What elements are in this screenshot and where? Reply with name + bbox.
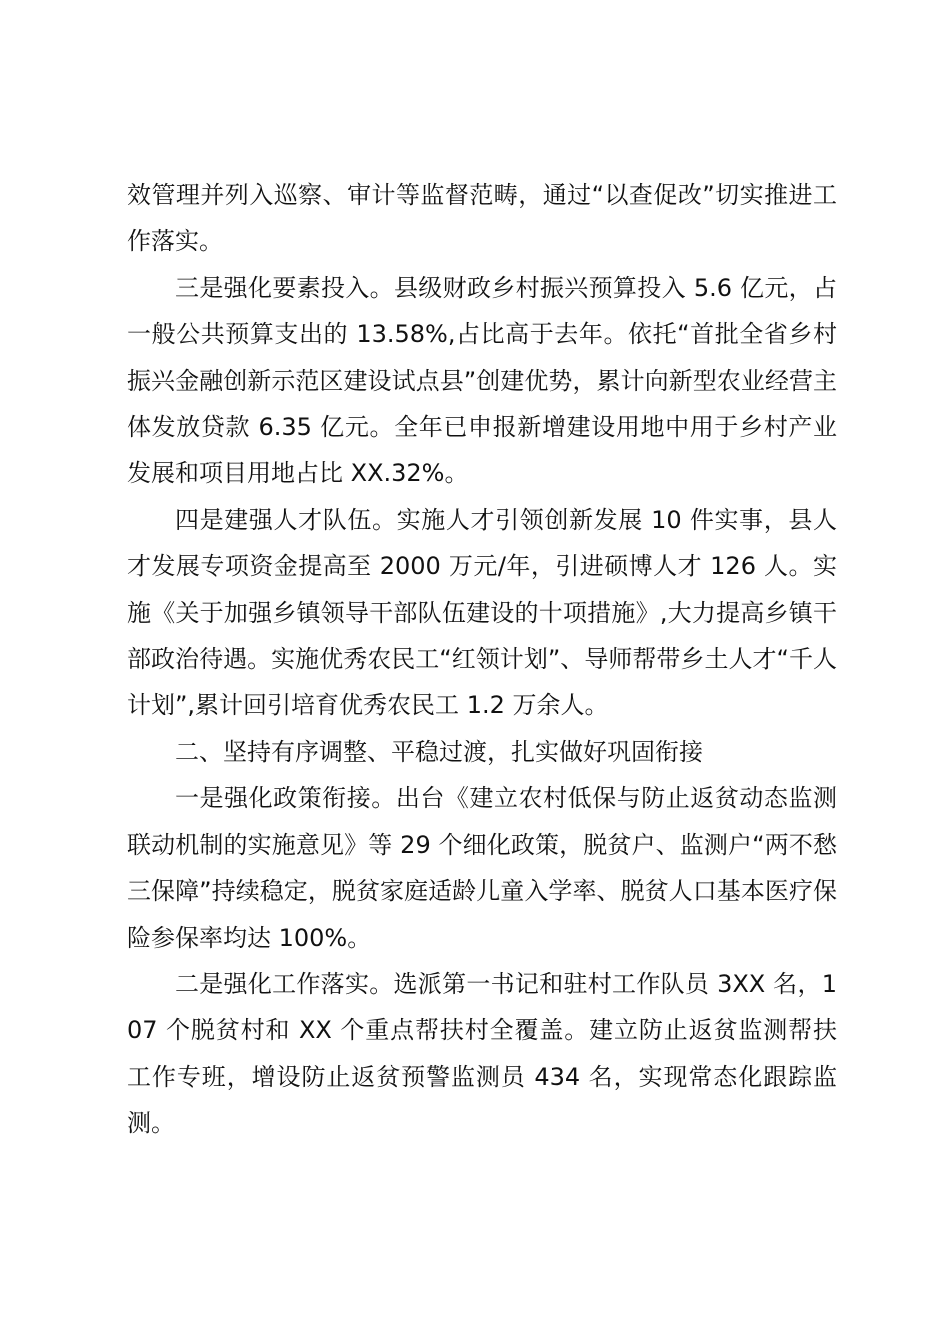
paragraph-factor-input: 三是强化要素投入。县级财政乡村振兴预算投入 5.6 亿元，占一般公共预算支出的 13.58%,占比高于去年。依托“首批全省乡村振兴金融创新示范区建设试点县”创建优势，累计向新型农业经营主体发放贷款 6.35 亿元。全年已申报新增建设用地中用于乡村产业发展和项目用地占比 XX.32%。 bbox=[127, 273, 837, 488]
paragraph-continuation: 效管理并列入巡察、审计等监督范畴，通过“以查促改”切实推进工作落实。 bbox=[127, 181, 837, 256]
section-heading: 二、坚持有序调整、平稳过渡，扎实做好巩固衔接 bbox=[175, 737, 703, 766]
paragraph-talent-team: 四是建强人才队伍。实施人才引领创新发展 10 件实事，县人才发展专项资金提高至 2000 万元/年，引进硕博人才 126 人。实施《关于加强乡镇领导干部队伍建设的十项措施》,大力提高乡镇干部政治待遇。实施优秀农民工“红领计划”、导师帮带乡土人才“千人计划”,累计回引培育优秀农民工 1.2 万余人。 bbox=[127, 505, 837, 720]
document-page bbox=[127, 172, 837, 1147]
paragraph-policy-connection: 一是强化政策衔接。出台《建立农村低保与防止返贫动态监测联动机制的实施意见》等 29 个细化政策，脱贫户、监测户“两不愁三保障”持续稳定，脱贫家庭适龄儿童入学率、脱贫人口基本医疗保险参保率均达 100%。 bbox=[127, 784, 837, 952]
paragraph-work-implementation: 二是强化工作落实。选派第一书记和驻村工作队员 3XX 名，107 个脱贫村和 XX 个重点帮扶村全覆盖。建立防止返贫监测帮扶工作专班，增设防止返贫预警监测员 434 名，实现常态化跟踪监测。 bbox=[127, 969, 837, 1138]
